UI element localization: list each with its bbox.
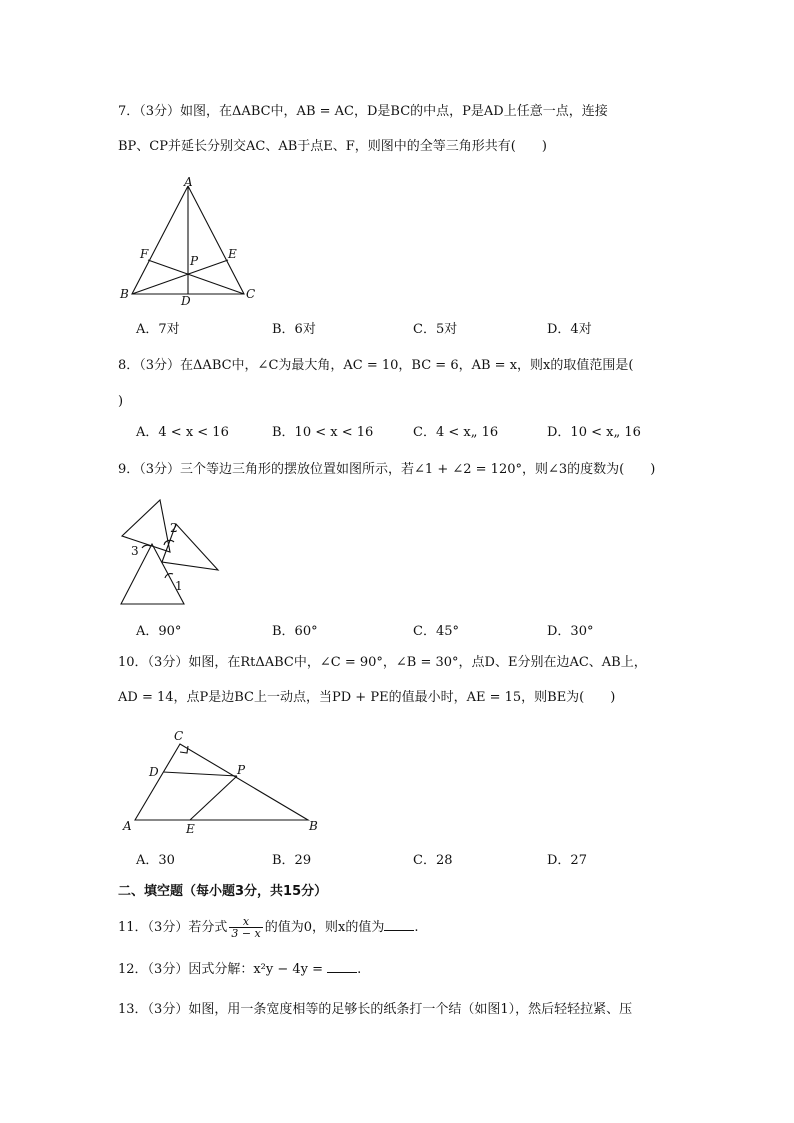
q8-text-line2: ) [118, 394, 124, 409]
q7-choice-c[interactable]: C．5对 [413, 322, 458, 337]
q7-label-d: D [181, 294, 191, 308]
q10-label-p: P [237, 763, 246, 777]
q12-prefix: 12．（3分）因式分解：x²y − 4y = [118, 962, 323, 977]
q7-choices [136, 321, 696, 339]
q12-text [118, 960, 361, 979]
q11-numerator: x [229, 916, 262, 928]
q10-label-b: B [309, 819, 318, 833]
q10-right-triangle-figure [118, 727, 328, 837]
q7-label-e: E [228, 247, 237, 261]
q9-choice-d[interactable]: D．30° [547, 624, 594, 639]
q9-angle-1: 1 [175, 579, 183, 593]
q9-choices [136, 623, 696, 641]
q7-label-c: C [246, 287, 256, 301]
q10-choice-c[interactable]: C．28 [413, 853, 453, 868]
q10-choice-b[interactable]: B．29 [272, 853, 312, 868]
q8-choice-d[interactable]: D．10 < x„ 16 [547, 425, 641, 440]
q8-choices [136, 424, 696, 442]
q10-choices [136, 852, 696, 870]
q9-angle-3: 3 [131, 544, 139, 558]
q10-label-d: D [149, 765, 159, 779]
q10-choice-a[interactable]: A．30 [136, 853, 175, 868]
q11-prefix: 11．（3分）若分式 [118, 920, 228, 935]
q12-answer-blank[interactable] [327, 960, 357, 973]
q7-text-line2: BP、CP并延长分别交AC、AB于点E、F，则图中的全等三角形共有( ) [118, 139, 547, 154]
q10-choice-d[interactable]: D．27 [547, 853, 587, 868]
q10-text-line1: 10．（3分）如图，在RtΔABC中，∠C = 90°，∠B = 30°，点D、E分别在边AC、AB上， [118, 655, 647, 670]
q7-label-p: P [190, 254, 199, 268]
q11-suffix: 的值为0，则x的值为 [264, 920, 385, 935]
q8-choice-b[interactable]: B．10 < x < 16 [272, 425, 374, 440]
q10-label-e: E [186, 822, 195, 836]
q7-label-f: F [140, 247, 149, 261]
q10-label-a: A [123, 819, 132, 833]
q9-text-line1: 9．（3分）三个等边三角形的摆放位置如图所示，若∠1 + ∠2 = 120°，则∠3的度数为( ) [118, 462, 656, 477]
section-heading-fill-in: 二、填空题（每小题3分，共15分） [118, 884, 328, 899]
q9-choice-c[interactable]: C．45° [413, 624, 459, 639]
q7-label-a: A [184, 175, 193, 189]
q9-angle-2: 2 [170, 521, 178, 535]
q13-text-line1: 13．（3分）如图，用一条宽度相等的足够长的纸条打一个结（如图1），然后轻轻拉紧、压 [118, 1002, 633, 1017]
q8-choice-c[interactable]: C．4 < x„ 16 [413, 425, 499, 440]
q9-triangles-figure [118, 496, 228, 608]
q12-end: . [357, 962, 362, 977]
q7-choice-b[interactable]: B．6对 [272, 322, 316, 337]
q11-text [118, 916, 419, 939]
q7-choice-d[interactable]: D．4对 [547, 322, 592, 337]
q7-triangle-figure [118, 172, 268, 312]
q11-fraction [229, 916, 262, 939]
q7-text-line1: 7．（3分）如图，在ΔABC中，AB = AC，D是BC的中点，P是AD上任意一点，连接 [118, 104, 608, 119]
q9-choice-a[interactable]: A．90° [136, 624, 182, 639]
q9-choice-b[interactable]: B．60° [272, 624, 318, 639]
q11-denominator: 3 − x [231, 927, 261, 940]
q11-end: . [414, 920, 419, 935]
q8-text-line1: 8．（3分）在ΔABC中，∠C为最大角，AC = 10，BC = 6，AB = x，则x的取值范围是( [118, 358, 634, 373]
q10-label-c: C [174, 729, 184, 743]
q11-answer-blank[interactable] [384, 918, 414, 931]
q7-label-b: B [120, 287, 129, 301]
q7-choice-a[interactable]: A．7对 [136, 322, 180, 337]
q8-choice-a[interactable]: A．4 < x < 16 [136, 425, 229, 440]
q10-text-line2: AD = 14，点P是边BC上一动点，当PD + PE的值最小时，AE = 15，则BE为( ) [118, 690, 616, 705]
